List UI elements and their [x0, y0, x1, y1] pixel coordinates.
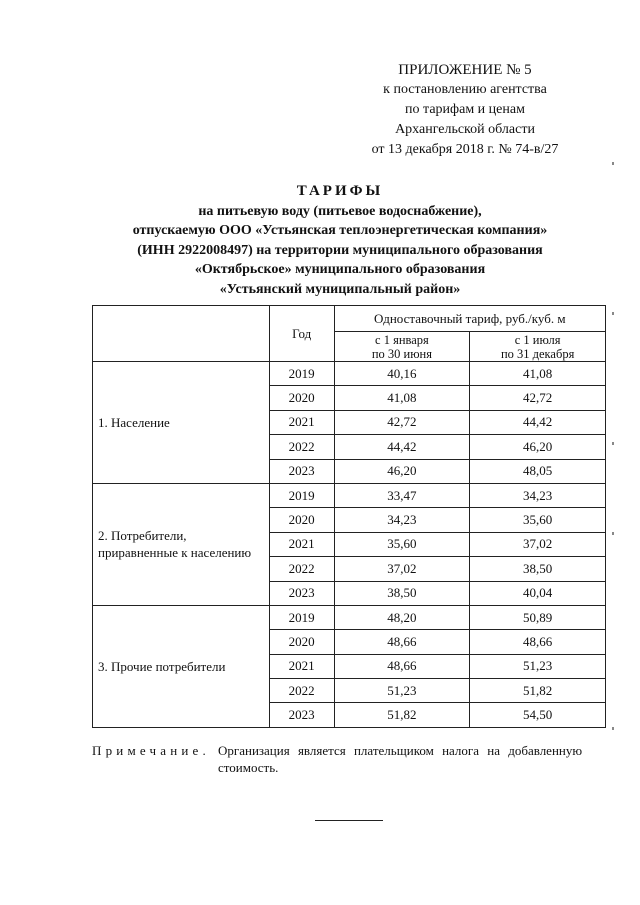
- scan-mark: [612, 532, 614, 535]
- year-cell: 2022: [269, 679, 334, 703]
- document-heading: [60, 182, 620, 299]
- appendix-line: Архангельской области: [395, 122, 535, 137]
- header-period-label: с 1 июля: [514, 332, 561, 347]
- tariff-second-half-cell: 48,66: [470, 630, 606, 654]
- tariff-first-half-cell: 37,02: [334, 557, 470, 581]
- tariff-first-half-cell: 33,47: [334, 483, 470, 507]
- year-cell: 2023: [269, 581, 334, 605]
- tariff-second-half-cell: 41,08: [470, 362, 606, 386]
- tariff-second-half-cell: 42,72: [470, 386, 606, 410]
- scan-mark: [612, 442, 614, 445]
- tariff-second-half-cell: 38,50: [470, 557, 606, 581]
- tariff-second-half-cell: 40,04: [470, 581, 606, 605]
- year-cell: 2023: [269, 459, 334, 483]
- table-header-row: [93, 306, 606, 332]
- category-label: 1. Население: [98, 414, 170, 430]
- tariff-first-half-cell: 41,08: [334, 386, 470, 410]
- tariff-first-half-cell: 48,66: [334, 654, 470, 678]
- year-cell: 2020: [269, 508, 334, 532]
- scan-mark: [612, 162, 614, 165]
- scan-mark: [612, 312, 614, 315]
- tariff-second-half-cell: 37,02: [470, 532, 606, 556]
- tariff-first-half-cell: 44,42: [334, 435, 470, 459]
- tariff-second-half-cell: 48,05: [470, 459, 606, 483]
- header-period-label: по 30 июня: [371, 346, 432, 361]
- tariff-first-half-cell: 51,82: [334, 703, 470, 727]
- tariff-second-half-cell: 46,20: [470, 435, 606, 459]
- tariff-first-half-cell: 38,50: [334, 581, 470, 605]
- header-period-first-half: [334, 332, 470, 362]
- year-cell: 2019: [269, 483, 334, 507]
- header-category-blank: [93, 306, 270, 362]
- tariff-table: [92, 305, 606, 728]
- footnote-text-continued: стоимость.: [218, 760, 279, 775]
- year-cell: 2019: [269, 605, 334, 629]
- year-cell: 2021: [269, 654, 334, 678]
- category-label: 3. Прочие потребители: [98, 658, 226, 674]
- year-cell: 2021: [269, 532, 334, 556]
- category-label: приравненные к населению: [98, 545, 252, 561]
- tariff-first-half-cell: 42,72: [334, 410, 470, 434]
- header-period-second-half: [470, 332, 606, 362]
- closing-divider: [315, 820, 383, 821]
- year-cell: 2023: [269, 703, 334, 727]
- table-body: [93, 362, 606, 728]
- tariff-first-half-cell: 48,66: [334, 630, 470, 654]
- category-label: 2. Потребители,: [98, 528, 187, 544]
- tariff-second-half-cell: 50,89: [470, 605, 606, 629]
- tariff-first-half-cell: 51,23: [334, 679, 470, 703]
- appendix-line: к постановлению агентства: [383, 82, 547, 97]
- appendix-line: по тарифам и ценам: [405, 102, 525, 117]
- year-cell: 2019: [269, 362, 334, 386]
- year-cell: 2020: [269, 386, 334, 410]
- appendix-title: ПРИЛОЖЕНИЕ № 5: [398, 62, 532, 78]
- header-period-label: с 1 января: [375, 332, 429, 347]
- tariff-second-half-cell: 44,42: [470, 410, 606, 434]
- category-cell: [93, 362, 270, 484]
- tariff-first-half-cell: 35,60: [334, 532, 470, 556]
- year-cell: 2022: [269, 557, 334, 581]
- page-title: ТАРИФЫ: [296, 183, 384, 199]
- tariff-second-half-cell: 51,23: [470, 654, 606, 678]
- category-cell: [93, 605, 270, 727]
- table-row: [93, 605, 606, 629]
- table-row: [93, 362, 606, 386]
- heading-line: «Устьянский муниципальный район»: [219, 281, 461, 297]
- header-year: Год: [269, 306, 334, 362]
- header-tariff: Одноставочный тариф, руб./куб. м: [334, 306, 605, 332]
- tariff-first-half-cell: 48,20: [334, 605, 470, 629]
- scan-mark: [612, 727, 614, 730]
- tariff-first-half-cell: 40,16: [334, 362, 470, 386]
- tariff-first-half-cell: 34,23: [334, 508, 470, 532]
- tariff-second-half-cell: 35,60: [470, 508, 606, 532]
- table-row: [93, 483, 606, 507]
- tariff-first-half-cell: 46,20: [334, 459, 470, 483]
- year-cell: 2021: [269, 410, 334, 434]
- appendix-date: от 13 декабря 2018 г. № 74-в/27: [371, 142, 559, 157]
- heading-line: на питьевую воду (питьевое водоснабжение),: [198, 203, 482, 219]
- appendix-block: [340, 60, 590, 160]
- tariff-second-half-cell: 51,82: [470, 679, 606, 703]
- year-cell: 2020: [269, 630, 334, 654]
- heading-line: (ИНН 2922008497) на территории муниципального образования: [137, 242, 543, 258]
- footnote-text: Организация является плательщиком налога на добавленную: [218, 743, 583, 758]
- heading-line: отпускаемую ООО «Устьянская теплоэнергетическая компания»: [132, 223, 548, 238]
- tariff-second-half-cell: 54,50: [470, 703, 606, 727]
- header-period-label: по 31 декабря: [500, 346, 575, 361]
- tariff-second-half-cell: 34,23: [470, 483, 606, 507]
- category-cell: [93, 483, 270, 605]
- year-cell: 2022: [269, 435, 334, 459]
- footnote-label: Примечание.: [92, 743, 210, 758]
- heading-line: «Октябрьское» муниципального образования: [194, 262, 486, 277]
